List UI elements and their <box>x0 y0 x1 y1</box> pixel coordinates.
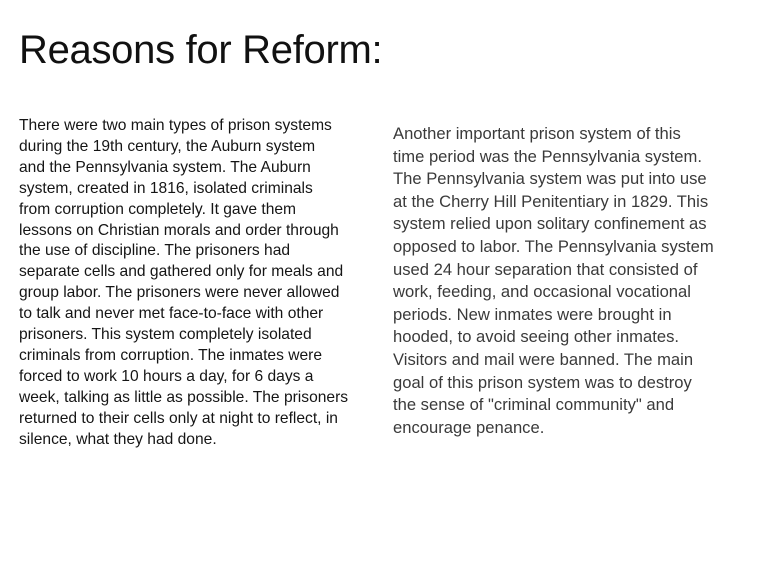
text-line: during the 19th century, the Auburn system <box>19 137 316 155</box>
text-line: silence, what they had done. <box>19 430 217 448</box>
text-line: week, talking as little as possible. The prisoners <box>19 388 349 406</box>
text-line: criminals from corruption. The inmates were <box>19 346 323 364</box>
slide-title: Reasons for Reform: <box>19 28 383 72</box>
text-line: system relied upon solitary confinement as <box>393 214 707 234</box>
text-line: hooded, to avoid seeing other inmates. <box>393 327 679 347</box>
text-line: lessons on Christian morals and order through <box>19 221 339 239</box>
text-line: the sense of "criminal community" and <box>393 395 675 415</box>
text-line: periods. New inmates were brought in <box>393 304 672 324</box>
text-line: system, created in 1816, isolated criminals <box>19 179 313 197</box>
text-line: group labor. The prisoners were never allowed <box>19 284 340 302</box>
text-line: Another important prison system of this <box>393 124 681 143</box>
text-line: opposed to labor. The Pennsylvania system <box>393 236 714 256</box>
text-line: encourage penance. <box>393 417 545 437</box>
text-line: separate cells and gathered only for meals and <box>19 263 344 281</box>
text-line: returned to their cells only at night to reflect, in <box>19 409 338 427</box>
text-line: from corruption completely. It gave them <box>19 200 297 218</box>
text-line: used 24 hour separation that consisted of <box>393 259 698 279</box>
text-line: goal of this prison system was to destroy <box>393 372 692 392</box>
text-line: the use of discipline. The prisoners had <box>19 242 291 260</box>
text-line: The Pennsylvania system was put into use <box>393 169 707 189</box>
text-line: at the Cherry Hill Penitentiary in 1829. This <box>393 191 709 211</box>
text-line: work, feeding, and occasional vocational <box>393 282 691 302</box>
right-text-column <box>393 123 753 439</box>
text-line: and the Pennsylvania system. The Auburn <box>19 158 311 176</box>
left-text-column <box>19 116 369 451</box>
text-line: Visitors and mail were banned. The main <box>393 349 694 369</box>
text-line: time period was the Pennsylvania system. <box>393 146 702 166</box>
text-line: to talk and never met face-to-face with other <box>19 305 324 323</box>
text-line: forced to work 10 hours a day, for 6 days a <box>19 367 314 385</box>
text-line: prisoners. This system completely isolated <box>19 326 312 344</box>
text-line: There were two main types of prison systems <box>19 117 332 134</box>
